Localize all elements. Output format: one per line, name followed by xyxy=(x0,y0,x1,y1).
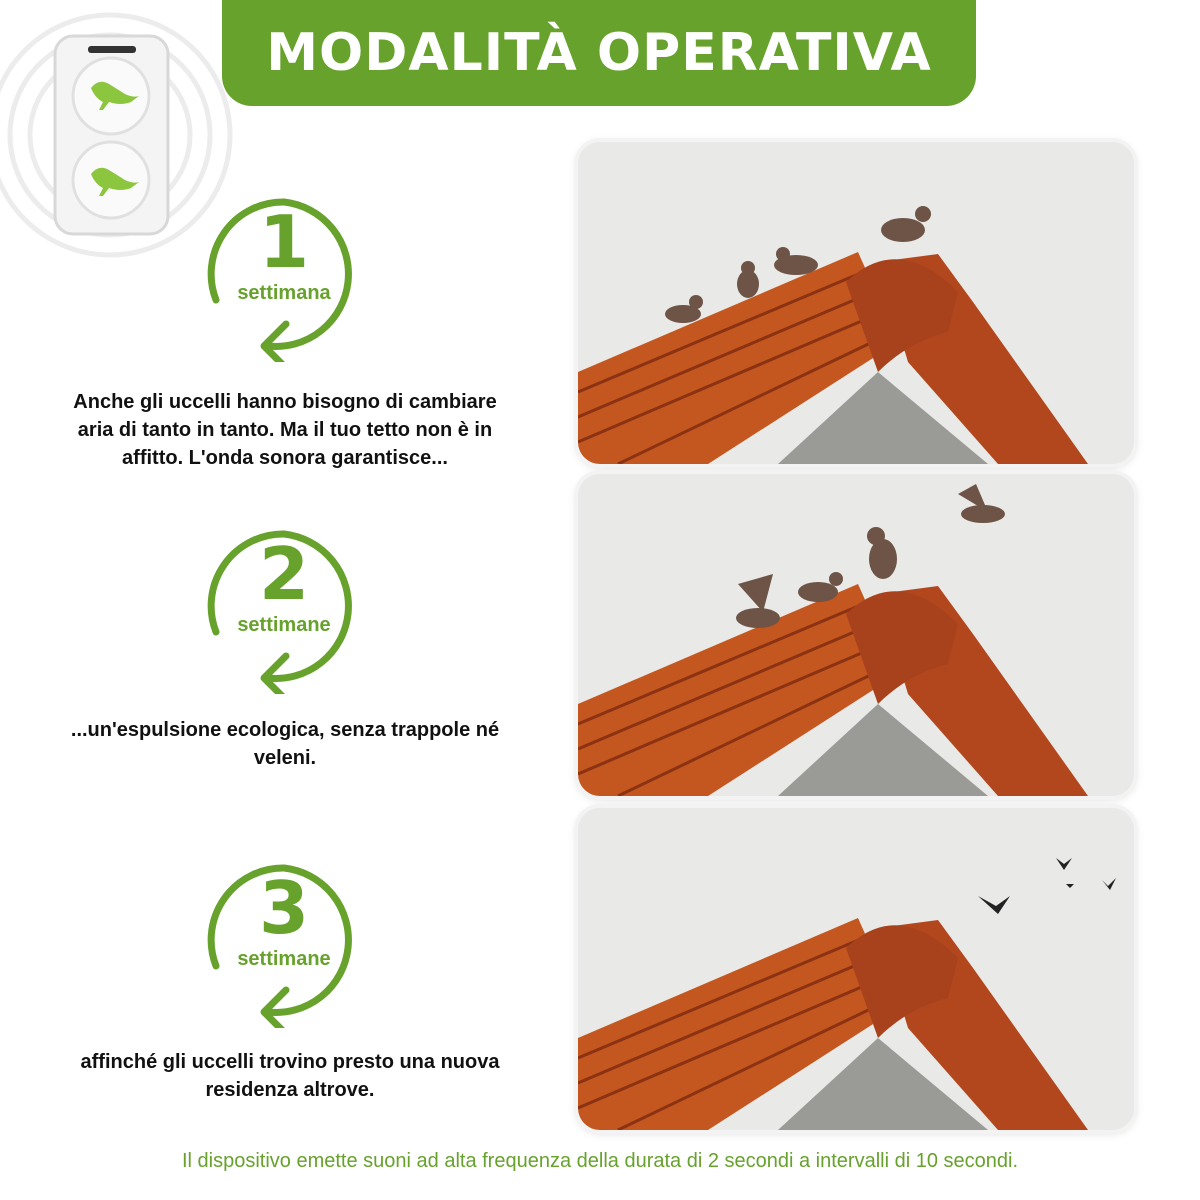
step-1-badge xyxy=(198,190,370,362)
step-2-description: ...un'espulsione ecologica, senza trappole né veleni. xyxy=(70,719,500,769)
footer-note: Il dispositivo emette suoni ad alta frequenza della durata di 2 secondi a intervalli di 10 secondi. xyxy=(181,1150,1019,1172)
step-unit: settimana xyxy=(237,282,331,304)
step-3-description: affinché gli uccelli trovino presto una nuova residenza altrove. xyxy=(80,1051,500,1101)
step-3-badge xyxy=(198,856,370,1028)
step-number: 2 xyxy=(258,532,310,616)
step-number: 1 xyxy=(258,200,310,284)
photo-week-1 xyxy=(578,142,1134,464)
step-unit: settimane xyxy=(237,614,331,636)
page-title: MODALITÀ OPERATIVA xyxy=(266,23,932,83)
step-2-badge xyxy=(198,522,370,694)
photo-week-3 xyxy=(578,808,1134,1130)
step-1-description: Anche gli uccelli hanno bisogno di cambiare aria di tanto in tanto. Ma il tuo tetto non è in affitto. L'onda sonora garantisce... xyxy=(73,391,497,469)
roof-with-birds-image xyxy=(578,142,1134,464)
title-banner xyxy=(222,0,976,106)
step-unit: settimane xyxy=(237,948,331,970)
roof-birds-gone-image xyxy=(578,808,1134,1130)
step-number: 3 xyxy=(258,866,310,950)
roof-birds-leaving-image xyxy=(578,474,1134,796)
photo-week-2 xyxy=(578,474,1134,796)
